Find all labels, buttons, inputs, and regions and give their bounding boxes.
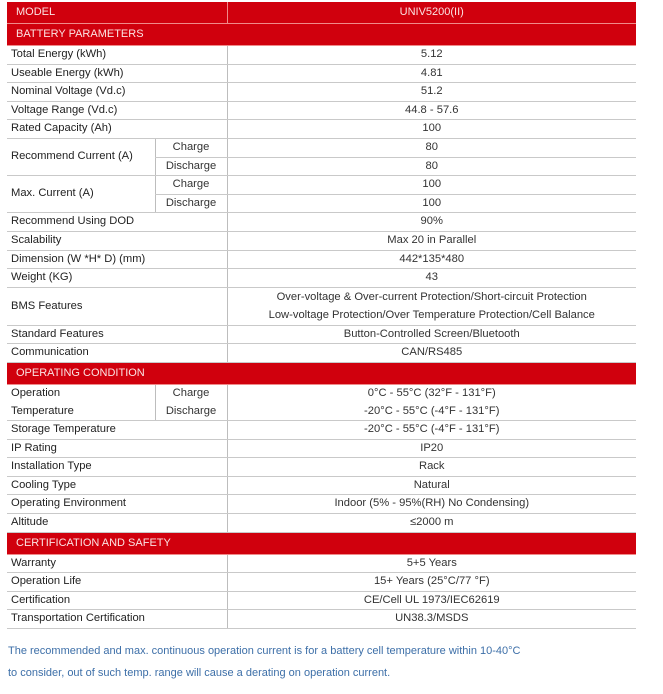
- row-label: Rated Capacity (Ah): [7, 120, 227, 139]
- bms-line-1: Over-voltage & Over-current Protection/Short-circuit Protection: [276, 291, 587, 304]
- row-label: Total Energy (kWh): [7, 46, 227, 65]
- sub-label-discharge: Discharge: [155, 194, 227, 213]
- row-value: CE/Cell UL 1973/IEC62619: [227, 591, 636, 610]
- spec-table: [7, 2, 636, 629]
- row-label: Cooling Type: [7, 476, 227, 495]
- row-value: CAN/RS485: [227, 344, 636, 363]
- row-label: Installation Type: [7, 458, 227, 477]
- row-value: 80: [227, 138, 636, 157]
- table-row: [7, 476, 636, 495]
- table-row: [7, 83, 636, 102]
- row-label-line-1: Operation: [11, 386, 61, 399]
- section-battery-parameters: [7, 24, 636, 46]
- row-label: Warranty: [7, 554, 227, 573]
- table-row: [7, 610, 636, 629]
- footnote-line-1: The recommended and max. continuous operation current is for a battery cell temperature within 10-40°C: [8, 645, 521, 657]
- row-value: 5+5 Years: [227, 554, 636, 573]
- bms-line-2: Low-voltage Protection/Over Temperature Protection/Cell Balance: [268, 309, 595, 322]
- section-certification-and-safety: [7, 532, 636, 554]
- row-value: 0°C - 55°C (32°F - 131°F): [227, 384, 636, 402]
- sub-label-discharge: Discharge: [155, 157, 227, 176]
- row-label: Communication: [7, 344, 227, 363]
- row-value: UN38.3/MSDS: [227, 610, 636, 629]
- table-row: [7, 573, 636, 592]
- table-row: [7, 64, 636, 83]
- row-value: Button-Controlled Screen/Bluetooth: [227, 325, 636, 344]
- row-label: Useable Energy (kWh): [7, 64, 227, 83]
- table-row: [7, 495, 636, 514]
- table-row: [7, 591, 636, 610]
- table-row: [7, 46, 636, 65]
- row-label: Weight (KG): [7, 269, 227, 288]
- model-row: [7, 2, 636, 24]
- table-row: [7, 231, 636, 250]
- row-label: Certification: [7, 591, 227, 610]
- row-label: Voltage Range (Vd.c): [7, 101, 227, 120]
- table-row: [7, 176, 636, 195]
- row-value: 51.2: [227, 83, 636, 102]
- footnote: [8, 640, 648, 684]
- row-value: 100: [227, 194, 636, 213]
- table-row: [7, 213, 636, 232]
- row-value: 90%: [227, 213, 636, 232]
- sub-label-charge: Charge: [155, 384, 227, 402]
- row-label: Transportation Certification: [7, 610, 227, 629]
- table-row: [7, 101, 636, 120]
- section-title: OPERATING CONDITION: [7, 362, 636, 384]
- row-value: Rack: [227, 458, 636, 477]
- row-label: Operation Life: [7, 573, 227, 592]
- row-value: 100: [227, 176, 636, 195]
- table-row: [7, 138, 636, 157]
- section-title: BATTERY PARAMETERS: [7, 24, 636, 46]
- model-value: UNIV5200(II): [227, 2, 636, 24]
- section-operating-condition: [7, 362, 636, 384]
- row-value: 100: [227, 120, 636, 139]
- table-row: [7, 344, 636, 363]
- table-row: [7, 120, 636, 139]
- table-row: [7, 439, 636, 458]
- section-title: CERTIFICATION AND SAFETY: [7, 532, 636, 554]
- row-value: Natural: [227, 476, 636, 495]
- footnote-line-2: to consider, out of such temp. range will cause a derating on operation current.: [8, 667, 391, 679]
- row-label: Scalability: [7, 231, 227, 250]
- sub-label-charge: Charge: [155, 176, 227, 195]
- row-value: [227, 287, 636, 325]
- row-label: Storage Temperature: [7, 421, 227, 440]
- row-value: 44.8 - 57.6: [227, 101, 636, 120]
- row-value: -20°C - 55°C (-4°F - 131°F): [227, 421, 636, 440]
- row-label: IP Rating: [7, 439, 227, 458]
- row-label: Dimension (W *H* D) (mm): [7, 250, 227, 269]
- row-label: Altitude: [7, 514, 227, 533]
- row-label: Max. Current (A): [7, 176, 155, 213]
- row-label: BMS Features: [7, 287, 227, 325]
- table-row: [7, 421, 636, 440]
- model-label: MODEL: [7, 2, 227, 24]
- row-value: 5.12: [227, 46, 636, 65]
- table-row: [7, 250, 636, 269]
- row-value: 4.81: [227, 64, 636, 83]
- table-row: [7, 554, 636, 573]
- row-value: 43: [227, 269, 636, 288]
- table-row: [7, 287, 636, 325]
- row-value: ≤2000 m: [227, 514, 636, 533]
- sub-label-charge: Charge: [155, 138, 227, 157]
- table-row: [7, 403, 636, 421]
- row-value: Indoor (5% - 95%(RH) No Condensing): [227, 495, 636, 514]
- sub-label-discharge: Discharge: [155, 403, 227, 421]
- table-row: [7, 269, 636, 288]
- row-value: 15+ Years (25°C/77 °F): [227, 573, 636, 592]
- table-row: [7, 514, 636, 533]
- table-row: [7, 458, 636, 477]
- row-label: Nominal Voltage (Vd.c): [7, 83, 227, 102]
- row-value: 442*135*480: [227, 250, 636, 269]
- row-value: -20°C - 55°C (-4°F - 131°F): [227, 403, 636, 421]
- row-label: Standard Features: [7, 325, 227, 344]
- row-value: IP20: [227, 439, 636, 458]
- row-label: Recommend Current (A): [7, 138, 155, 175]
- row-value: Max 20 in Parallel: [227, 231, 636, 250]
- row-label: Operating Environment: [7, 495, 227, 514]
- table-row: [7, 325, 636, 344]
- row-label-line-2: Temperature: [7, 403, 155, 421]
- row-label: Recommend Using DOD: [7, 213, 227, 232]
- table-row: [7, 384, 636, 402]
- row-value: 80: [227, 157, 636, 176]
